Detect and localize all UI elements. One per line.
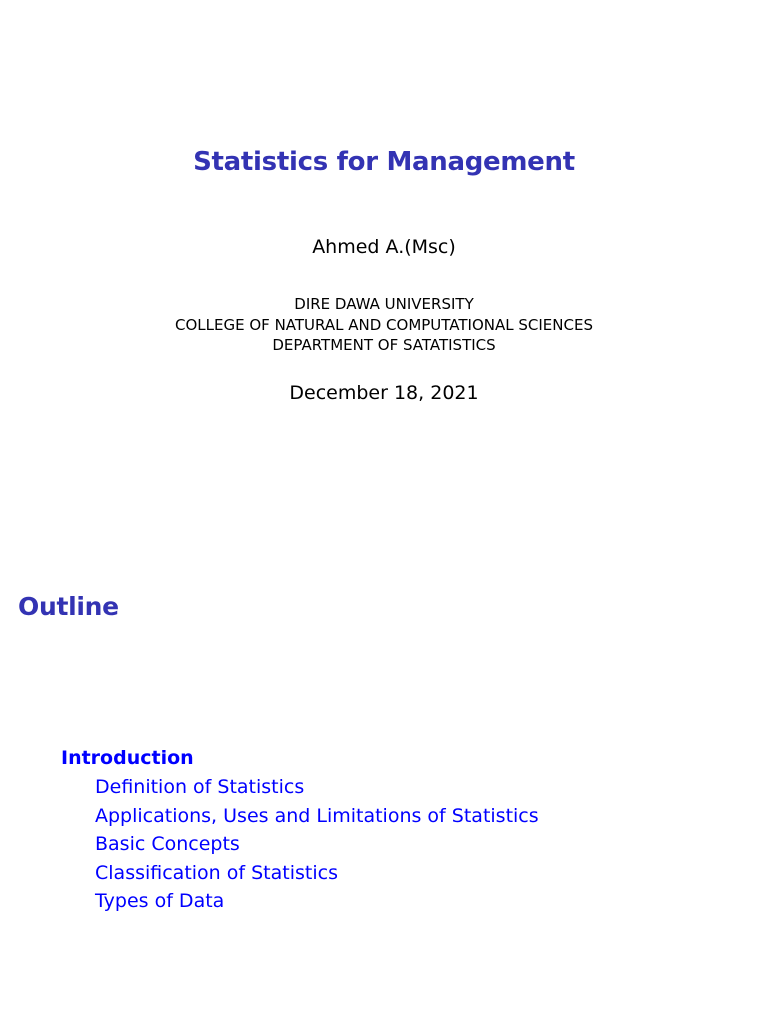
frame-title: Outline — [18, 592, 119, 621]
author-name: Ahmed A.(Msc) — [312, 236, 456, 258]
outline-slide — [0, 512, 768, 1024]
toc-item-classification-of-statistics[interactable]: Classification of Statistics — [95, 861, 338, 884]
institute-line-college: COLLEGE OF NATURAL AND COMPUTATIONAL SCIENCES — [175, 315, 593, 334]
toc-item-types-of-data[interactable]: Types of Data — [95, 890, 225, 913]
toc-subsection-list — [95, 773, 539, 916]
institute-block — [0, 294, 768, 356]
institute-line-university: DIRE DAWA UNIVERSITY — [294, 295, 474, 313]
presentation-date: December 18, 2021 — [289, 382, 479, 404]
table-of-contents — [61, 744, 539, 916]
toc-item-definition-of-statistics[interactable]: Definition of Statistics — [95, 776, 305, 798]
presentation-title: Statistics for Management — [193, 147, 575, 177]
institute-line-department: DEPARTMENT OF SATATISTICS — [272, 336, 496, 354]
toc-item-basic-concepts[interactable]: Basic Concepts — [95, 833, 240, 856]
toc-item-applications-uses-limitations[interactable]: Applications, Uses and Limitations of Statistics — [95, 804, 539, 827]
toc-section-introduction[interactable]: Introduction — [61, 747, 194, 769]
